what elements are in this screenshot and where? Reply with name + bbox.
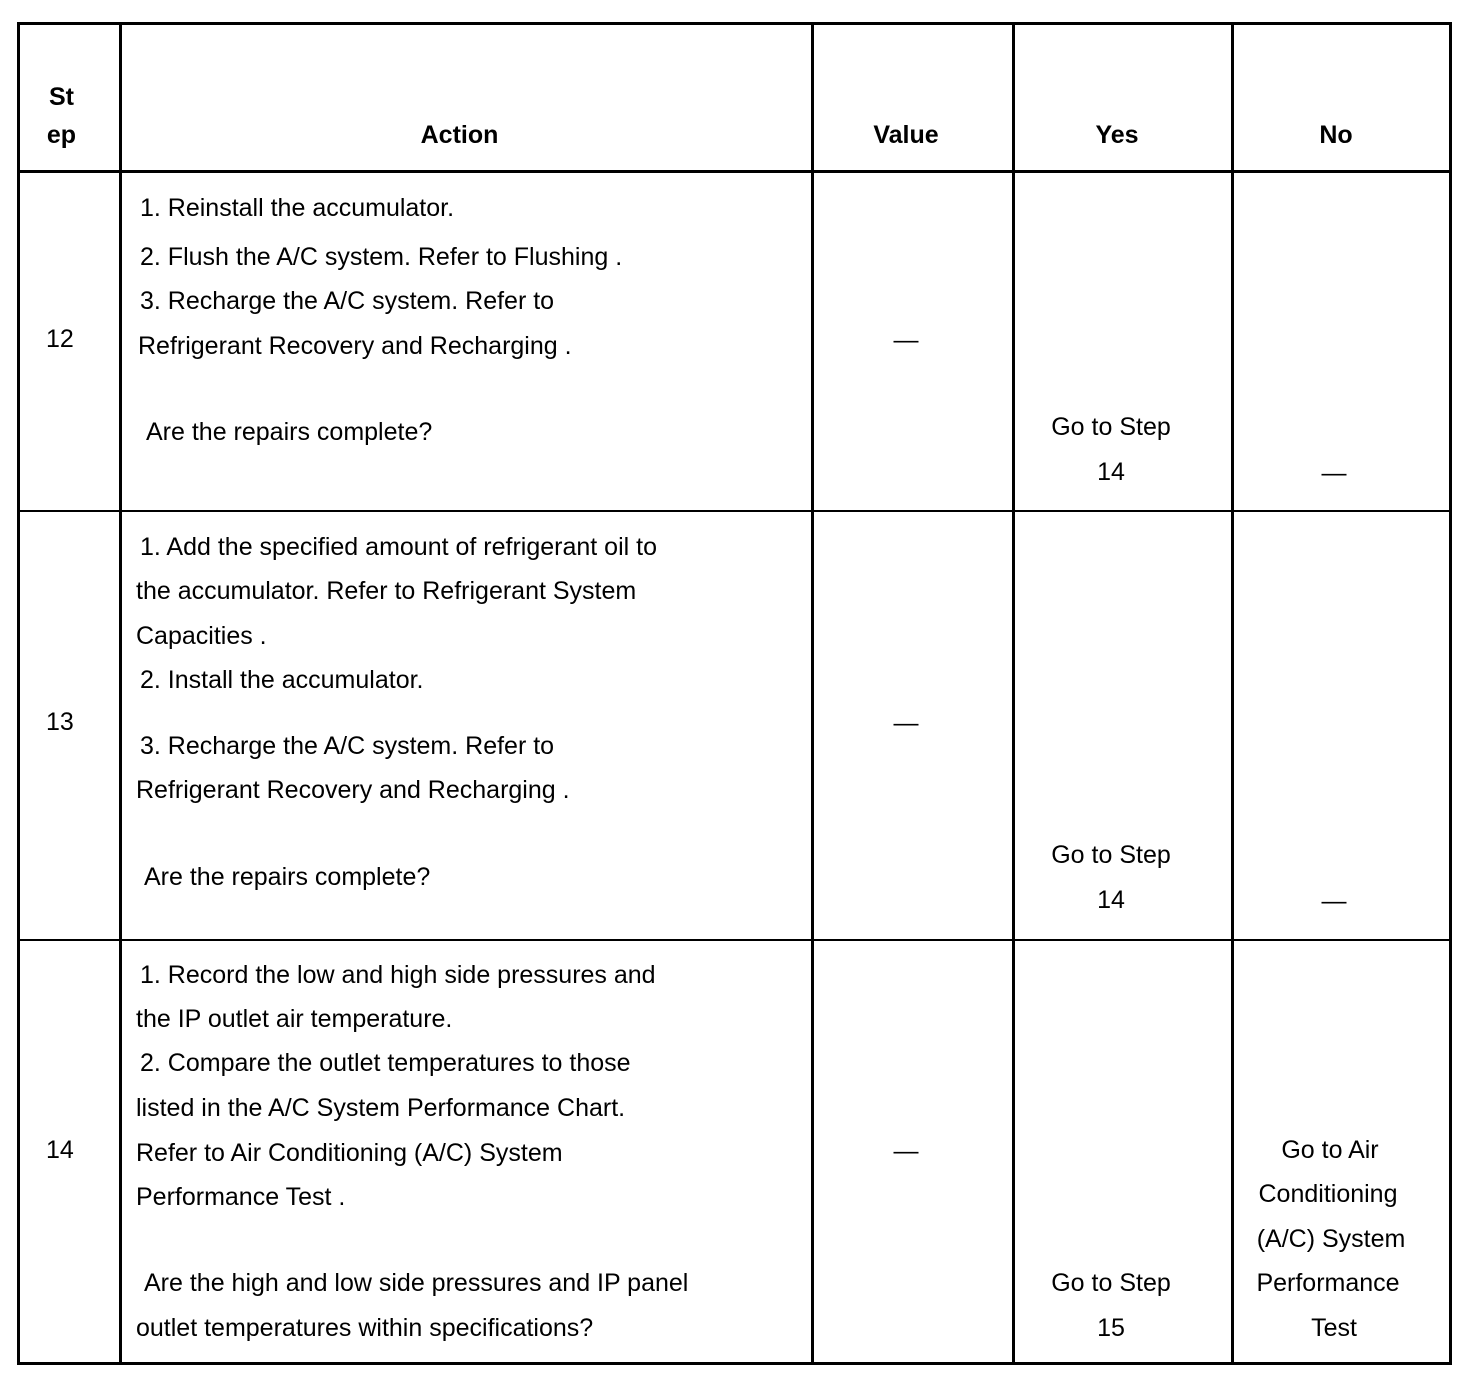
value-cell: — <box>893 1137 919 1165</box>
action-line: Refer to Air Conditioning (A/C) System <box>136 1139 563 1167</box>
header-divider <box>20 170 1449 173</box>
no-cell: — <box>1321 887 1347 915</box>
row-divider <box>20 510 1449 512</box>
column-divider <box>1012 25 1015 1362</box>
header-no: No <box>1319 121 1353 149</box>
action-line: 3. Recharge the A/C system. Refer to <box>140 732 555 760</box>
no-cell: Test <box>1311 1314 1357 1342</box>
value-cell: — <box>893 709 919 737</box>
step-number: 14 <box>46 1136 74 1164</box>
no-cell: Performance <box>1256 1269 1400 1297</box>
no-cell: Go to Air <box>1281 1136 1379 1164</box>
no-cell: (A/C) System <box>1256 1225 1406 1253</box>
action-question: outlet temperatures within specifications? <box>136 1314 594 1342</box>
no-cell: Conditioning <box>1258 1180 1398 1208</box>
yes-cell: Go to Step <box>1051 413 1171 441</box>
action-question: Are the high and low side pressures and IP panel <box>144 1269 689 1297</box>
yes-cell: 15 <box>1097 1314 1125 1342</box>
action-line: the accumulator. Refer to Refrigerant System <box>136 577 637 605</box>
action-line: Refrigerant Recovery and Recharging . <box>136 776 570 804</box>
action-line: Capacities . <box>136 622 267 650</box>
action-line: 1. Reinstall the accumulator. <box>140 194 455 222</box>
action-question: Are the repairs complete? <box>144 863 431 891</box>
column-divider <box>119 25 122 1362</box>
action-line: 2. Compare the outlet temperatures to those <box>140 1049 631 1077</box>
step-number: 13 <box>46 708 74 736</box>
action-line: Performance Test . <box>136 1183 346 1211</box>
no-cell: — <box>1321 459 1347 487</box>
header-action: Action <box>420 121 499 149</box>
action-line: 2. Install the accumulator. <box>140 666 424 694</box>
action-line: the IP outlet air temperature. <box>136 1005 453 1033</box>
action-line: 1. Record the low and high side pressures and <box>140 961 656 989</box>
header-value: Value <box>873 121 939 149</box>
header-step-cont: ep <box>46 121 77 149</box>
action-line: listed in the A/C System Performance Chart. <box>136 1094 626 1122</box>
header-step: St <box>49 83 74 111</box>
header-yes: Yes <box>1095 121 1139 149</box>
row-divider <box>20 939 1449 941</box>
yes-cell: 14 <box>1097 886 1125 914</box>
action-line: Refrigerant Recovery and Recharging . <box>138 332 572 360</box>
yes-cell: Go to Step <box>1051 1269 1171 1297</box>
step-number: 12 <box>46 325 74 353</box>
yes-cell: Go to Step <box>1051 841 1171 869</box>
action-line: 2. Flush the A/C system. Refer to Flushing . <box>140 243 623 271</box>
action-line: 3. Recharge the A/C system. Refer to <box>140 287 555 315</box>
action-question: Are the repairs complete? <box>146 418 433 446</box>
action-line: 1. Add the specified amount of refrigerant oil to <box>140 533 657 561</box>
value-cell: — <box>893 326 919 354</box>
yes-cell: 14 <box>1097 458 1125 486</box>
